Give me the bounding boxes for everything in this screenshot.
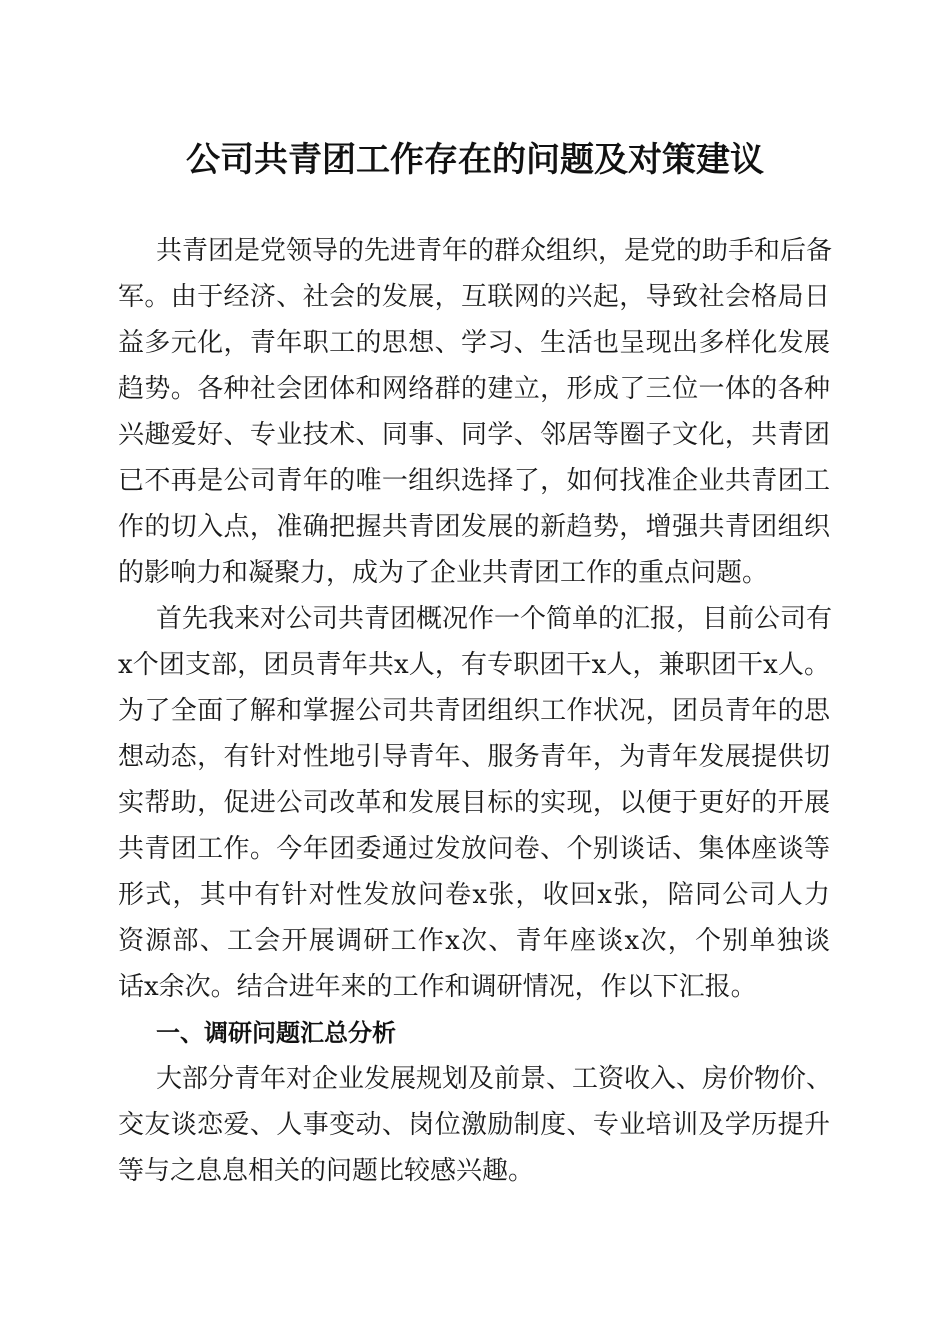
paragraph-line: 的影响力和凝聚力，成为了企业共青团工作的重点问题。 <box>118 558 769 588</box>
paragraph-line: 等与之息息相关的问题比较感兴趣。 <box>118 1156 535 1186</box>
paragraph-line: 交友谈恋爱、人事变动、岗位激励制度、专业培训及学历提升 <box>118 1110 830 1140</box>
paragraph-line: 军。由于经济、社会的发展，互联网的兴起，导致社会格局日 <box>118 282 830 312</box>
paragraph-line: 话x余次。结合进年来的工作和调研情况，作以下汇报。 <box>118 972 757 1002</box>
document-title: 公司共青团工作存在的问题及对策建议 <box>186 140 764 180</box>
paragraph-line: x个团支部，团员青年共x人，有专职团干x人，兼职团干x人。 <box>118 650 830 680</box>
paragraph-intro <box>118 228 833 596</box>
paragraph-line: 趋势。各种社会团体和网络群的建立，形成了三位一体的各种 <box>118 374 830 404</box>
paragraph-line: 想动态，有针对性地引导青年、服务青年，为青年发展提供切 <box>118 742 830 772</box>
paragraph-line: 形式，其中有针对性发放问卷x张，收回x张，陪同公司人力 <box>118 880 830 910</box>
section-heading: 一、调研问题汇总分析 <box>156 1019 396 1047</box>
paragraph-line: 共青团工作。今年团委通过发放问卷、个别谈话、集体座谈等 <box>118 834 830 864</box>
paragraph-line: 为了全面了解和掌握公司共青团组织工作状况，团员青年的思 <box>118 696 830 726</box>
paragraph-line: 兴趣爱好、专业技术、同事、同学、邻居等圈子文化，共青团 <box>118 420 830 450</box>
paragraph-overview <box>118 596 833 1010</box>
paragraph-line: 作的切入点，准确把握共青团发展的新趋势，增强共青团组织 <box>118 512 830 542</box>
paragraph-analysis <box>118 1056 833 1194</box>
document-body <box>118 228 833 1194</box>
paragraph-line: 资源部、工会开展调研工作x次、青年座谈x次，个别单独谈 <box>118 926 830 956</box>
paragraph-line: 大部分青年对企业发展规划及前景、工资收入、房价物价、 <box>156 1064 833 1094</box>
paragraph-line: 首先我来对公司共青团概况作一个简单的汇报，目前公司有 <box>156 604 833 634</box>
paragraph-line: 已不再是公司青年的唯一组织选择了，如何找准企业共青团工 <box>118 466 830 496</box>
paragraph-line: 益多元化，青年职工的思想、学习、生活也呈现出多样化发展 <box>118 328 830 358</box>
paragraph-line: 共青团是党领导的先进青年的群众组织，是党的助手和后备 <box>156 236 833 266</box>
paragraph-line: 实帮助，促进公司改革和发展目标的实现，以便于更好的开展 <box>118 788 830 818</box>
